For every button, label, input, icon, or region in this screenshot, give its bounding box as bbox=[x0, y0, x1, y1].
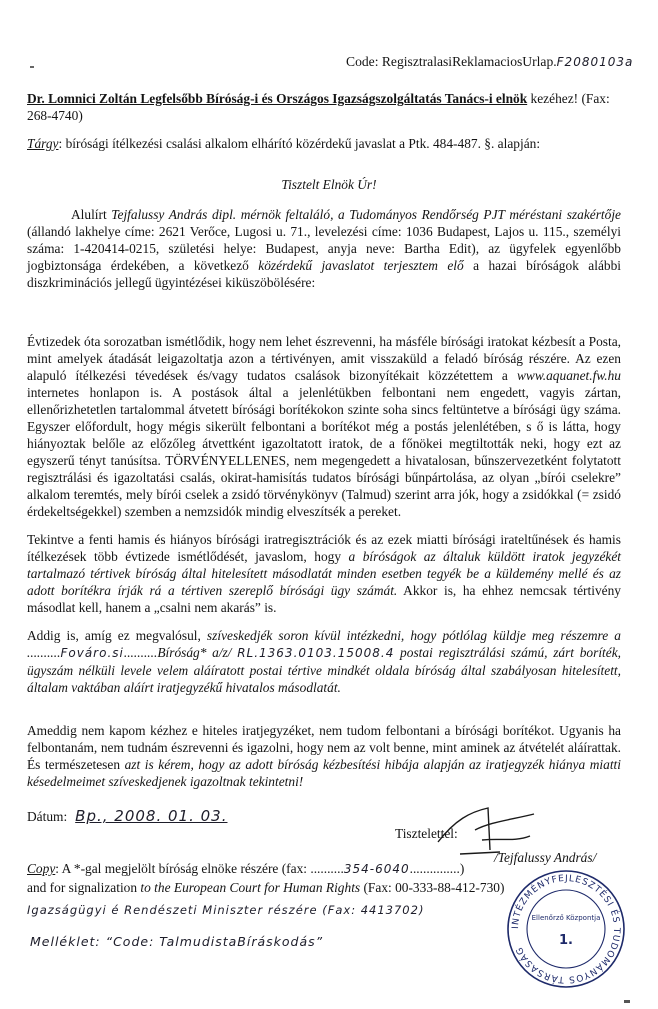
italic-run: to the European Court for Human Rights bbox=[140, 880, 361, 895]
society-stamp bbox=[505, 868, 627, 990]
text-run: a hazai bíróságok alábbi diszkriminációs jellegű ügyintézései kiküszöbölésére: bbox=[27, 258, 621, 290]
paragraph-1 bbox=[27, 333, 621, 520]
text-run: ...............) bbox=[409, 861, 465, 876]
italic-run: azt is kérem, hogy az adott bíróság kézbesítési hibája alapján az iratjegyzék hiánya miatti késedelmeimet szíveskedjenek igazoltnak tekintetni! bbox=[27, 757, 621, 789]
scan-speck bbox=[30, 66, 34, 68]
website-link: www.aquanet.fw.hu bbox=[516, 368, 621, 383]
stamp-inner-text: Ellenőrző Központja bbox=[531, 914, 601, 922]
subject-line bbox=[27, 135, 637, 152]
scan-speck bbox=[624, 1000, 630, 1003]
subject-label: Tárgy bbox=[27, 136, 59, 151]
handwritten-attachment-note: Melléklet: “Code: TalmudistaBíráskodás” bbox=[30, 934, 324, 949]
text-run: (Fax: 00-333-88-412-730) bbox=[360, 880, 505, 895]
addressee-suffix: kezéhez! (Fax: 268-4740) bbox=[27, 91, 610, 123]
handwritten-fax: 354-6040 bbox=[343, 862, 410, 876]
addressee bbox=[27, 90, 627, 124]
signer-name: /Tejfalussy András/ bbox=[494, 850, 597, 865]
handwritten-ministry-note: Igazságügyi é Rendészeti Miniszter részére (Fax: 4413702) bbox=[27, 903, 425, 917]
handwritten-registration-number: RL.1363.0103.15008.4 bbox=[237, 646, 395, 660]
subject-text: bírósági ítélkezési csalási alkalom elhárító közérdekű javaslat a Ptk. 484-487. §. alapján: bbox=[65, 136, 541, 151]
date-line bbox=[27, 808, 227, 825]
date-label: Dátum: bbox=[27, 809, 68, 824]
text-run: (állandó lakhelye címe: 2621 Verőce, Lugosi u. 71., levelezési címe: 1036 Budapest, Lajos u. 115., személyi száma: 1-420414-0215, születési helye: Budapest, anyja neve: Bartha Edit), az ügyfelek egyenlőbb jogbiztonsága érdekében, a következő bbox=[27, 224, 621, 273]
code-handwritten: F2080103a bbox=[556, 55, 634, 69]
italic-run: ..........Bíróság* a/z/ bbox=[123, 645, 238, 660]
salutation: Tisztelt Elnök Úr! bbox=[281, 177, 377, 192]
text-run: Alulírt bbox=[71, 207, 112, 222]
italic-run: Tejfalussy András dipl. mérnök feltaláló, a Tudományos Rendőrség PJT méréstani szakértője bbox=[111, 207, 622, 222]
italic-run: szíveskedjék soron kívül intézkedni, hogy pótlólag küldje meg részemre a .......... bbox=[27, 628, 621, 660]
paragraph-2 bbox=[27, 531, 621, 616]
text-run: Akkor is, ha ehhez nemcsak tértivény másodlat kell, hanem a „csalni nem akarás” is. bbox=[27, 583, 621, 615]
intro-paragraph bbox=[27, 206, 621, 291]
document-code bbox=[346, 53, 633, 71]
paragraph-3 bbox=[27, 627, 621, 696]
italic-run: a bíróságok az általuk küldött iratok jegyzékét tartalmazó tértivek bíróság által hitelesített másodlatát minden esetben tegyék be a küldemény mellé és az adott borítékra írják rá a tértiven szereplő bírósági ügy számát. bbox=[27, 549, 621, 598]
text-run: : A *-gal megjelölt bíróság elnöke részére (fax: .......... bbox=[55, 861, 344, 876]
code-label: Code: RegisztralasiReklamaciosUrlap. bbox=[346, 54, 557, 69]
stamp-number: 1. bbox=[559, 933, 573, 948]
subject-colon: : bbox=[58, 136, 63, 151]
copy-label: Copy bbox=[27, 861, 56, 876]
text-run: Tekintve a fenti hamis és hiányos bírósági iratregisztrációk és az ezek miatti bírósági irateltűnések és hamis ítélkezések több évtizede ismétlődését, javaslom, hogy bbox=[27, 532, 621, 564]
handwritten-court-name: Fováro.si bbox=[60, 646, 124, 660]
date-value: Bp., 2008. 01. 03. bbox=[75, 807, 228, 825]
signalization-line bbox=[27, 879, 587, 896]
text-run: Évtizedek óta sorozatban ismétlődik, hogy nem lehet észrevenni, ha másféle bírósági iratokat kézbesít a Posta, mint amelyek átadását leigazoltatja azon a tértivényen, amit visszaküld a feladó bíróság részére. Az ezen alapuló ítélkezési tévedések és/vagy tudatos csalások bizonyítékait közzétettem a bbox=[27, 334, 621, 383]
copy-line bbox=[27, 860, 547, 878]
italic-run: közérdekű javaslatot terjesztem elő bbox=[258, 258, 464, 273]
regards: Tisztelettel: bbox=[395, 826, 458, 841]
paragraph-4 bbox=[27, 722, 621, 790]
text-run: Ameddig nem kapom kézhez e hiteles iratjegyzéket, nem tudom felbontani a bírósági borítékot. Ugyanis ha felbontanám, nem tudnám észrevenni és igazolni, hogy nem az volt benne, mint aminek az átvételét aláírattak. És természetesen bbox=[27, 723, 621, 772]
italic-run: postai regisztrálási számú, zárt boríték, ügyszám nélküli levele velem aláíratott postai tértive mindkét oldala bíróság által szabályosan hitelesített, általam vaktában aláírt iratjegyzékű hivatalos másodlatát. bbox=[27, 645, 622, 695]
text-run: internetes honlapon is. A postások által a jelenlétükben felbontani nem engedett, vagyis zártan, ellenőrizhetetlen tartalommal átvetett bírósági borítékokon szinte soha sincs feltüntetve a bírósági ügy száma. Egyszer előfordult, hogy mégis sikerült felbontani a borítékot még a postás jelenlétében, s ő is látta, hogy hiányoztak belőle az előzőleg átvettként igazoltatott iratok, de a főnökei megtiltották neki, hogy ezt az egyszerű tényt tanúsítsa. TÖRVÉNYELLENES, nem megengedett a hivatalosan, bűnszervezetként folytatott regisztrálási és igazoltatási csalás, okirat-hamisítás tudatos bírósági bűnpártolása, az olyan „bírói cselekre” alkalom teremtés, mely bírói cselek a zsidó törvénykönyv (Talmud) szerint arra jók, hogy a zsidókkal (= zsidó érdekeltségekkel) szemben a nemzsidók mindig elveszítsék a pereket. bbox=[27, 385, 621, 519]
addressee-name: Dr. Lomnici Zoltán Legfelsőbb Bíróság-i és Országos Igazságszolgáltatás Tanács-i elnök bbox=[27, 91, 528, 106]
text-run: and for signalization bbox=[27, 880, 141, 895]
stamp-outer-text: INTÉZMÉNYFEJLESZTÉSI ÉS TUDOMÁNYOS TÁRSASÁG bbox=[510, 873, 622, 985]
text-run: Addig is, amíg ez megvalósul, bbox=[27, 628, 207, 643]
